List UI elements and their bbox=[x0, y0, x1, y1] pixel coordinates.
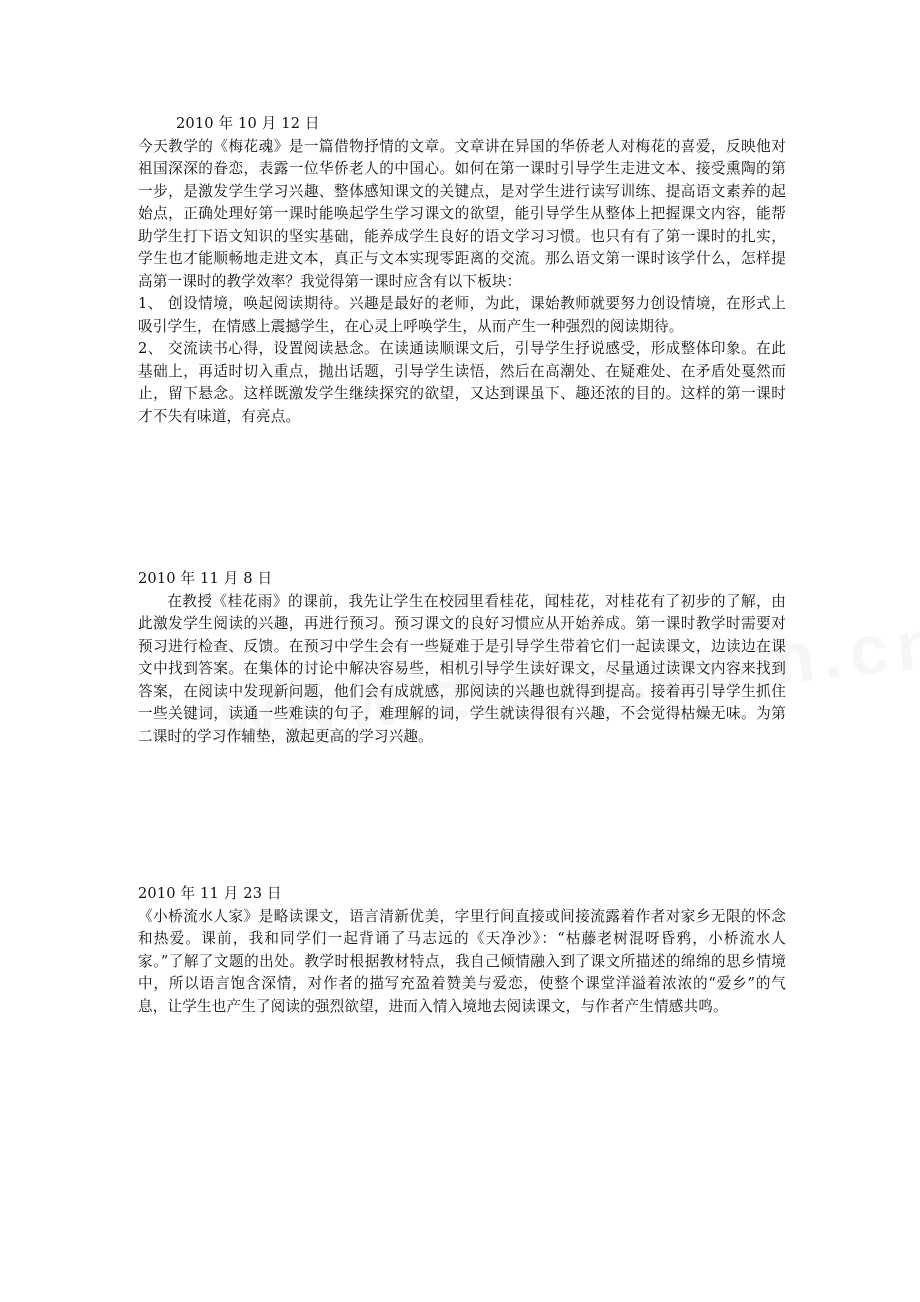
entry-paragraph: 《小桥流水人家》是略读课文，语言清新优美，字里行间直接或间接流露着作者对家乡无限的怀念和热爱。课前，我和同学们一起背诵了马志远的《天净沙》：“枯藤老树混呀昏鸦，小桥流水人家。”了解了文题的出处。教学时根据教材特点，我自己倾情融入到了课文所描述的绵绵的思乡情境中，所以语言饱含深情，对作者的描写充盈着赞美与爱恋，使整个课堂洋溢着浓浓的“爱乡”的气息，让学生也产生了阅读的强烈欲望，进而入情入境地去阅读课文，与作者产生情感共鸣。 bbox=[138, 907, 786, 1015]
journal-entry-2 bbox=[138, 568, 786, 748]
journal-entry-3 bbox=[138, 883, 786, 1018]
entry-date: 2010 年 11 月 8 日 bbox=[138, 570, 273, 587]
entry-paragraph: 在教授《桂花雨》的课前，我先让学生在校园里看桂花，闻桂花，对桂花有了初步的了解，由此激发学生阅读的兴趣，再进行预习。预习课文的良好习惯应从开始养成。第一课时教学时需要对预习进行检查、反馈。在预习中学生会有一些疑难于是引导学生带着它们一起读课文，边读边在课文中找到答案。在集体的讨论中解决容易些，相机引导学生读好课文，尽量通过读课文内容来找到答案，在阅读中发现新问题，他们会有成就感，那阅读的兴趣也就得到提高。接着再引导学生抓住一些关键词，读通一些难读的句子，难理解的词，学生就读得很有兴趣，不会觉得枯燥无味。为第二课时的学习作辅垫，激起更高的学习兴趣。 bbox=[138, 592, 786, 745]
entry-paragraph: 今天教学的《梅花魂》是一篇借物抒情的文章。文章讲在异国的华侨老人对梅花的喜爱，反映他对祖国深深的眷恋，表露一位华侨老人的中国心。如何在第一课时引导学生走进文本、接受熏陶的第一步，是激发学生学习兴趣、整体感知课文的关键点，是对学生进行读写训练、提高语文素养的起始点，正确处理好第一课时能唤起学生学习课文的欲望，能引导学生从整体上把握课文内容，能帮助学生打下语文知识的坚实基础，能养成学生良好的语文学习习惯。也只有有了第一课时的扎实，学生也才能顺畅地走进文本，真正与文本实现零距离的交流。那么语文第一课时该学什么，怎样提高第一课时的教学效率？我觉得第一课时应含有以下板块： bbox=[138, 137, 786, 290]
entry-date: 2010 年 10 月 12 日 bbox=[176, 115, 320, 132]
list-item: 1、 创设情境，唤起阅读期待。兴趣是最好的老师，为此，课始教师就要努力创设情境，在形式上吸引学生，在情感上震撼学生，在心灵上呼唤学生，从而产生一种强烈的阅读期待。 bbox=[138, 295, 786, 335]
journal-entry-1 bbox=[138, 113, 786, 428]
entry-date: 2010 年 11 月 23 日 bbox=[138, 885, 282, 902]
list-item: 2、 交流读书心得，设置阅读悬念。在读通读顺课文后，引导学生抒说感受，形成整体印象。在此基础上，再适时切入重点，抛出话题，引导学生读悟，然后在高潮处、在疑难处、在矛盾处戛然而止，留下悬念。这样既激发学生继续探究的欲望，又达到课虽下、趣还浓的目的。这样的第一课时才不失有味道，有亮点。 bbox=[138, 340, 786, 425]
